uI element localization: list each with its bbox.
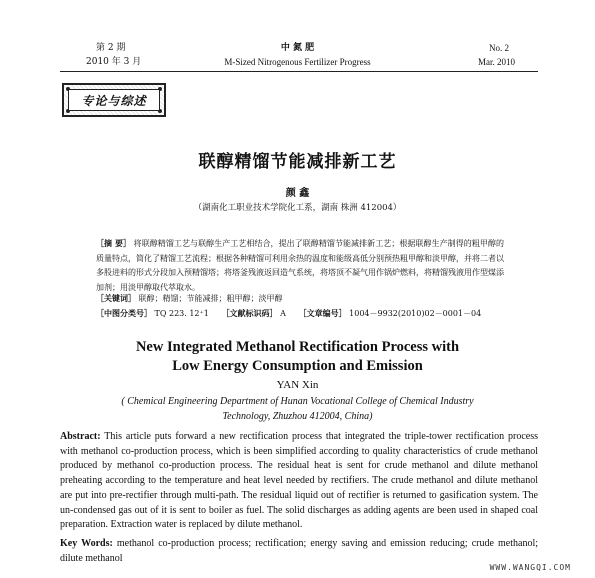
cn-doccode-value: A xyxy=(280,309,286,318)
cn-keywords-label: ［关键词］ xyxy=(96,293,136,303)
en-affiliation-line1: ( Chemical Engineering Department of Hunan Vocational College of Chemical Industry xyxy=(121,396,474,407)
header-rule xyxy=(60,71,538,72)
header-issue-en: No. 2 xyxy=(489,43,509,53)
header-journal-cn: 中 氮 肥 xyxy=(280,43,315,53)
cn-abstract-label: ［摘 要］ xyxy=(96,238,132,248)
en-abstract-text: This article puts forward a new rectification process that integrated the triple-tower rectification process with methanol co-production process, which is been simplified according to quality characteristics of crude methanol produced by methanol co-production process. The residual heat is sent for crude methanol and dilute methanol preheating according to the temperature and heat level needed by rectifiers. The crude methanol and dilute methanol are put into pre-rectifier through multi-path. The residual liquid out of rectifier is returned to gasification system. The un-condensed gas out of it is sent to boiler as fuel. The solid discharges as adding agents are been used in shaped coal preparation. Extraction water is replaced by dilute methanol. xyxy=(60,431,538,531)
column-badge xyxy=(62,83,166,117)
cn-doccode-label: ［文献标识码］ xyxy=(221,308,278,318)
cn-class-label: ［中图分类号］ xyxy=(96,308,152,318)
header-date-en: Mar. 2010 xyxy=(478,57,515,67)
en-title-line2: Low Energy Consumption and Emission xyxy=(172,358,423,374)
en-affiliation-line2: Technology, Zhuzhou 412004, China) xyxy=(222,411,373,422)
watermark: WWW.WANGQI.COM xyxy=(489,563,571,572)
en-abstract-label: Abstract: xyxy=(60,431,101,442)
cn-author: 颜 鑫 xyxy=(285,188,310,199)
en-title-line1: New Integrated Methanol Rectification Process with xyxy=(135,339,460,355)
cn-classification xyxy=(96,308,516,319)
header-issue: 第 2 期 xyxy=(96,43,126,53)
en-author: YAN Xin xyxy=(276,379,319,391)
en-keywords-label: Key Words: xyxy=(60,538,113,549)
cn-class-value: TQ 223. 12⁺1 xyxy=(154,309,209,318)
cn-affiliation: （湖南化工职业技术学院化工系，湖南 株洲 412004） xyxy=(193,203,402,213)
cn-title: 联醇精馏节能减排新工艺 xyxy=(198,152,397,172)
column-badge-label: 专论与综述 xyxy=(68,89,160,111)
cn-article-value: 1004－9932(2010)02－0001－04 xyxy=(349,309,482,318)
cn-abstract xyxy=(96,236,504,295)
header-date-cn: 2010 年 3 月 xyxy=(86,57,142,67)
cn-keywords-text: 联醇；精馏；节能减排；粗甲醇；淡甲醇 xyxy=(138,294,283,303)
en-abstract xyxy=(60,430,538,533)
cn-abstract-text: 将联醇精馏工艺与联醇生产工艺相结合，提出了联醇精馏节能减排新工艺；根据联醇生产制得的粗甲醇的质量特点，简化了精馏工艺流程；根据各种精馏可利用余热的温度和能级高低分别预热粗甲醇和淡甲醇，并将二者以多股进料的形式分段加入预精馏塔；将塔釜残液返回造气系统，将塔顶不凝气用作锅炉燃料，将精馏残液用作型煤添加剂；用淡甲醇取代萃取水。 xyxy=(96,239,504,292)
header-journal-en: M-Sized Nitrogenous Fertilizer Progress xyxy=(224,57,371,67)
cn-article-label: ［文章编号］ xyxy=(298,308,347,318)
en-keywords-text: methanol co-production process; rectification; energy saving and emission reducing; crude methanol; dilute methanol xyxy=(60,538,538,564)
en-keywords xyxy=(60,536,538,566)
cn-keywords xyxy=(96,293,504,304)
